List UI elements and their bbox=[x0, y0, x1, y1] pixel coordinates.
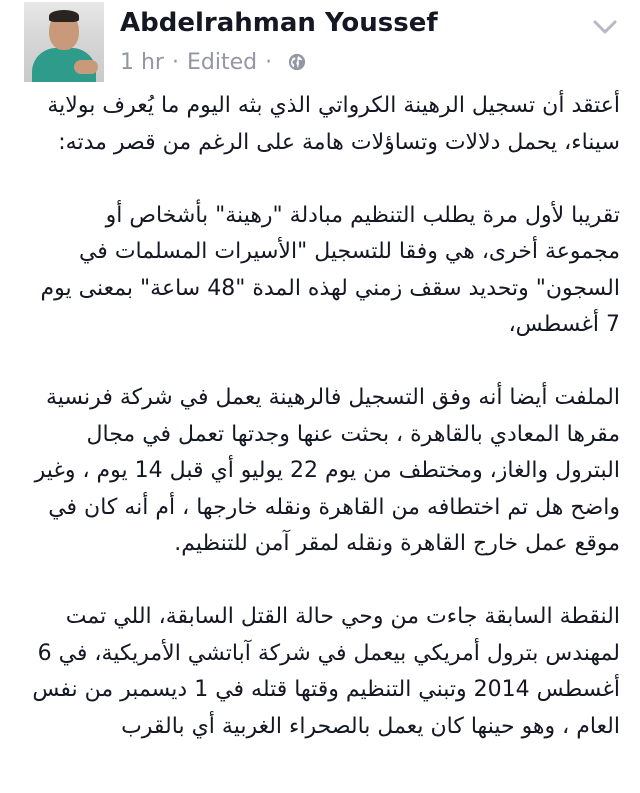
chevron-down-icon[interactable] bbox=[590, 16, 620, 38]
author-name[interactable]: Abdelrahman Youssef bbox=[120, 8, 438, 38]
avatar-arm bbox=[74, 60, 98, 74]
post-meta bbox=[120, 48, 306, 76]
post-paragraph: النقطة السابقة جاءت من وحي حالة القتل السابقة، اللي تمت لمهندس بترول أمريكي بيعمل في شركة آباتشي الأمريكية، في 6 أغسطس 2014 وتبني التنظيم وقتها قتله في 1 ديسمبر من نفس العام ، وهو حينها كان يعمل بالصحراء الغربية أي بالقرب bbox=[32, 604, 620, 739]
post-body bbox=[28, 88, 620, 782]
meta-separator: · bbox=[265, 49, 273, 75]
edited-label[interactable]: Edited bbox=[186, 49, 258, 75]
avatar-hair bbox=[49, 10, 79, 22]
post-paragraph: أعتقد أن تسجيل الرهينة الكرواتي الذي بثه اليوم ما يُعرف بولاية سيناء، يحمل دلالات وتساؤلات هامة على الرغم من قصر مدته: bbox=[47, 93, 620, 155]
post-header bbox=[0, 0, 640, 88]
meta-separator: · bbox=[171, 49, 179, 75]
globe-icon[interactable] bbox=[288, 53, 306, 71]
post-paragraph: تقريبا لأول مرة يطلب التنظيم مبادلة "رهينة" بأشخاص أو مجموعة أخرى، هي وفقا للتسجيل "الأسيرات المسلمات في السجون" وتحديد سقف زمني لهذه المدة "48 ساعة" بمعنى يوم 7 أغسطس، bbox=[40, 202, 620, 337]
avatar[interactable] bbox=[24, 2, 104, 82]
post-paragraph: الملفت أيضا أنه وفق التسجيل فالرهينة يعمل في شركة فرنسية مقرها المعادي بالقاهرة ، بحثت عنها وجدتها تعمل في مجال البترول والغاز، ومختطف من يوم 22 يوليو أي قبل 14 يوم ، وغير واضح هل تم اختطافه من القاهرة ونقله خارجها ، أم أنه كان في موقع عمل خارج القاهرة ونقله لمقر آمن للتنظيم. bbox=[34, 385, 620, 556]
post-time[interactable]: 1 hr bbox=[120, 49, 164, 75]
